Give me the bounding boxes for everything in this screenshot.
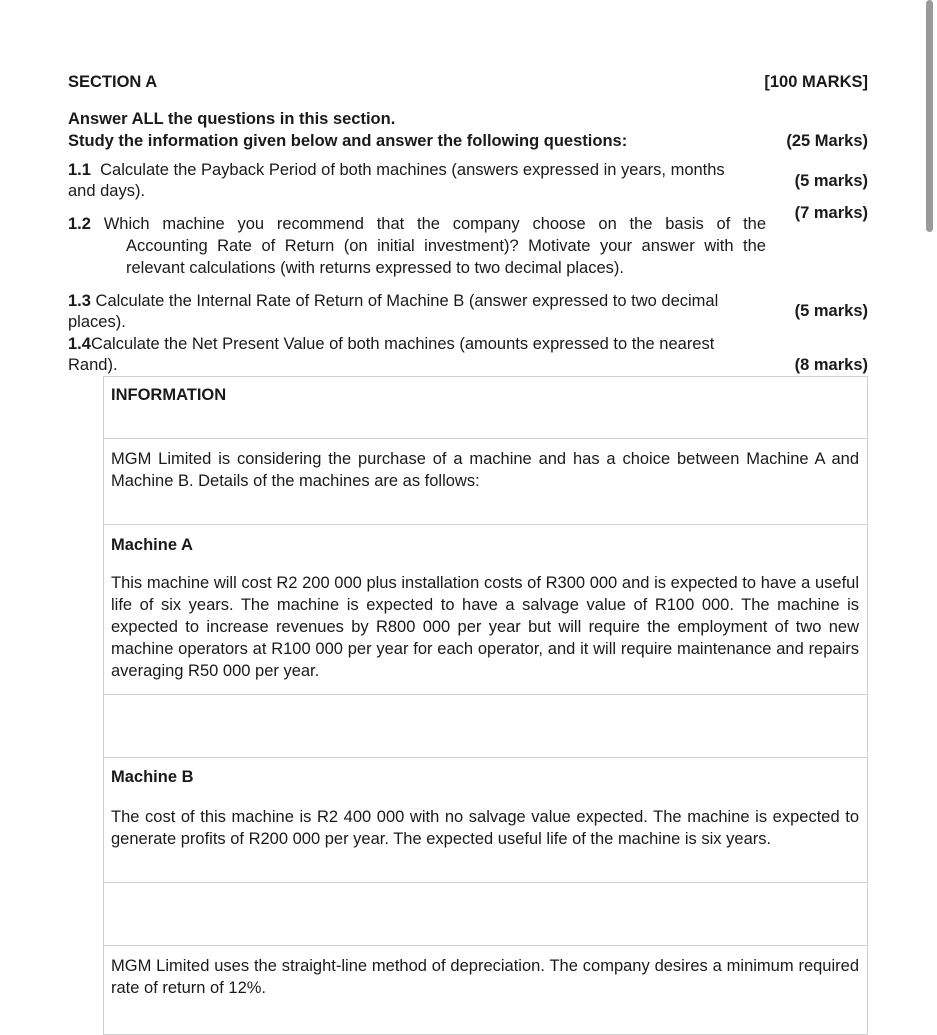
question-text: Calculate the Internal Rate of Return of Machine B (answer expressed to two decimal — [95, 292, 719, 310]
question-1-3-marks: (5 marks) — [794, 302, 868, 320]
question-1-1-marks: (5 marks) — [794, 172, 868, 190]
closing-text: MGM Limited uses the straight-line method of depreciation. The company desires a minimum required rate of return of 12%. — [111, 957, 859, 997]
info-heading-cell — [103, 376, 868, 439]
machine-b-cell — [103, 757, 868, 883]
question-1-3 — [68, 291, 718, 312]
machine-a-text: This machine will cost R2 200 000 plus installation costs of R300 000 and is expected to have a useful life of six years. The machine is expected to have a salvage value of R100 000. The machine is expected to increase revenues by R800 000 per year but will require the employment of two new machine operators at R100 000 per year for each operator, and it will require maintenance and repairs averaging R50 000 per year. — [111, 574, 859, 680]
question-text: Which machine you recommend that the company choose on the basis of the — [103, 215, 767, 233]
question-1-2-marks: (7 marks) — [794, 204, 868, 222]
question-1-2-line2: Accounting Rate of Return (on initial investment)? Motivate your answer with the — [126, 237, 766, 255]
question-1-3-line2: places). — [68, 313, 126, 331]
instruction-marks: (25 Marks) — [786, 132, 868, 150]
section-title: SECTION A — [68, 73, 158, 91]
question-1-4 — [68, 334, 714, 355]
question-1-2 — [68, 214, 766, 235]
machine-b-text: The cost of this machine is R2 400 000 with no salvage value expected. The machine is expected to generate profits of R200 000 per year. The expected useful life of the machine is six years. — [111, 808, 859, 848]
question-1-4-marks: (8 marks) — [794, 356, 868, 374]
empty-row-1 — [103, 694, 868, 758]
empty-row-2 — [103, 882, 868, 946]
question-1-1 — [68, 160, 725, 181]
info-intro: MGM Limited is considering the purchase of a machine and has a choice between Machine A and Machine B. Details of the machines are as follows: — [111, 450, 859, 490]
question-1-4-line2: Rand). — [68, 356, 118, 374]
machine-a-title: Machine A — [111, 536, 193, 554]
instruction-line-1: Answer ALL the questions in this section. — [68, 110, 396, 128]
machine-a-cell — [103, 524, 868, 695]
question-1-2-line3: relevant calculations (with returns expressed to two decimal places). — [126, 259, 624, 277]
machine-b-title: Machine B — [111, 768, 194, 786]
question-1-1-line2: and days). — [68, 182, 146, 200]
info-heading: INFORMATION — [111, 386, 227, 404]
question-number: 1.3 — [68, 292, 91, 310]
question-number: 1.1 — [68, 161, 91, 179]
instruction-line-2: Study the information given below and answer the following questions: — [68, 132, 628, 150]
vertical-scrollbar[interactable] — [926, 0, 933, 232]
info-intro-cell — [103, 438, 868, 525]
question-text: Calculate the Net Present Value of both machines (amounts expressed to the nearest — [90, 335, 715, 353]
closing-cell — [103, 945, 868, 1035]
total-marks: [100 MARKS] — [764, 73, 868, 91]
question-text: Calculate the Payback Period of both machines (answers expressed in years, months — [100, 161, 725, 179]
question-number: 1.4 — [68, 335, 91, 353]
question-number: 1.2 — [68, 215, 91, 233]
